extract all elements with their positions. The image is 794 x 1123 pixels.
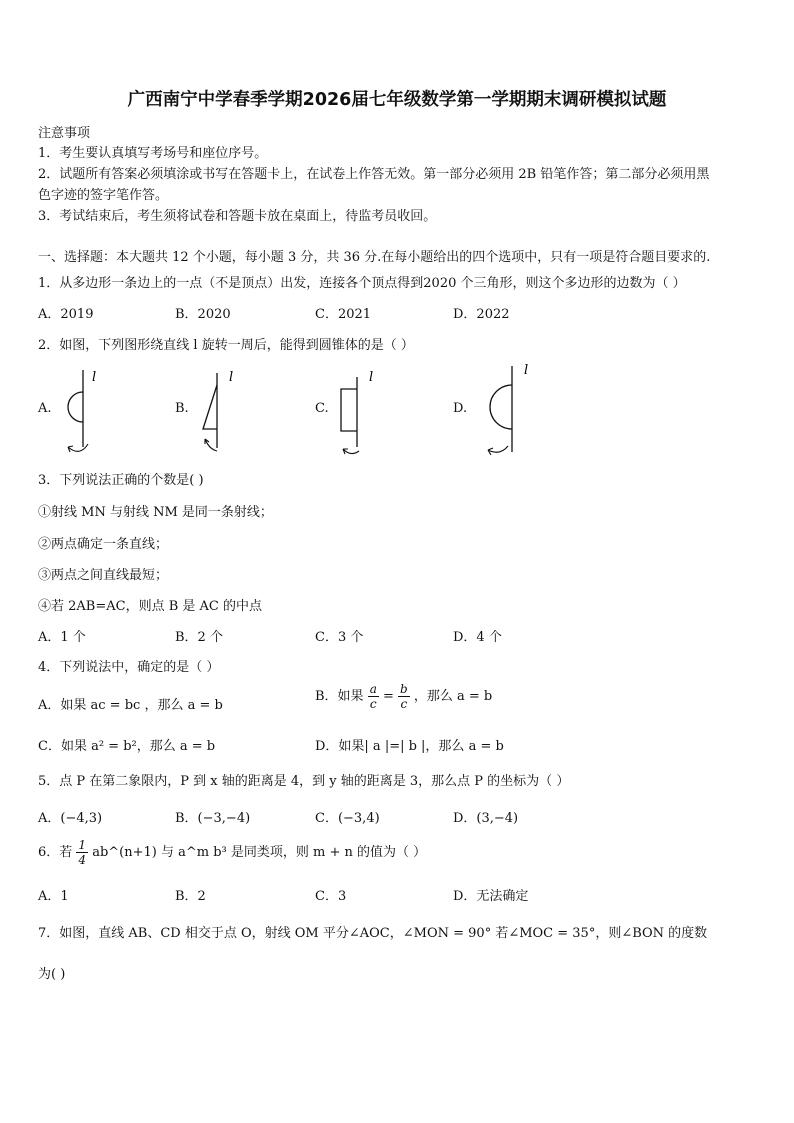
q3-option-c: C．3 个 — [315, 630, 364, 645]
question-5-stem: 5．点 P 在第二象限内，P 到 x 轴的距离是 4，到 y 轴的距离是 3，那么点 P 的坐标为（ ） — [38, 774, 570, 789]
notice-heading: 注意事项 — [38, 126, 91, 141]
q4-option-b: B．如果 $\frac{a}{c}$ = $\frac{b}{c}$ ，那么 a = b — [315, 682, 493, 711]
notice-item: 2．试题所有答案必须填涂或书写在答题卡上，在试卷上作答无效。第一部分必须用 2B 铅笔作答；第二部分必须用黑 — [38, 167, 710, 182]
page-title: 广西南宁中学春季学期2026届七年级数学第一学期期末调研模拟试题 — [127, 90, 667, 110]
q2-figure-d — [472, 360, 542, 460]
q3-statement: ④若 2AB=AC，则点 B 是 AC 的中点 — [38, 599, 262, 614]
question-7-stem: 7．如图，直线 AB、CD 相交于点 O，射线 OM 平分∠AOC，∠MON = 90° 若∠MOC = 35°，则∠BON 的度数 — [38, 926, 708, 941]
q1-option-c: C．2021 — [315, 307, 372, 322]
question-7-cont: 为( ) — [38, 967, 66, 982]
q3-option-d: D．4 个 — [453, 630, 502, 645]
q4-option-d: D．如果| a |=| b |，那么 a = b — [315, 739, 504, 754]
notice-item: 色字迹的签字笔作答。 — [38, 188, 169, 203]
q3-statement: ②两点确定一条直线； — [38, 537, 169, 552]
q2-label-d: D. — [453, 401, 468, 416]
q4-b-prefix: B．如果 — [315, 689, 364, 704]
q1-option-b: B．2020 — [175, 307, 231, 322]
q1-option-d: D．2022 — [453, 307, 510, 322]
q2-label-b: B. — [175, 401, 189, 416]
fraction: $\frac{1}{4}$ — [78, 838, 87, 867]
q2-label-a: A. — [38, 401, 52, 416]
q3-statement: ③两点之间直线最短； — [38, 568, 169, 583]
q3-statement: ①射线 MN 与射线 NM 是同一条射线； — [38, 505, 273, 520]
q2-label-c: C. — [315, 401, 329, 416]
question-3-stem: 3．下列说法正确的个数是( ) — [38, 473, 204, 488]
q2-figure-c — [335, 365, 385, 460]
question-2-stem: 2．如图，下列图形绕直线 l 旋转一周后，能得到圆锥体的是（ ） — [38, 338, 414, 353]
q4-option-a: A．如果 ac = bc ，那么 a = b — [38, 698, 223, 713]
q3-option-a: A．1 个 — [38, 630, 86, 645]
q6-option-a: A．1 — [38, 889, 69, 904]
notice-item: 1．考生要认真填写考场号和座位序号。 — [38, 146, 268, 161]
question-4-stem: 4．下列说法中，确定的是（ ） — [38, 660, 220, 675]
q2-figure-a — [58, 365, 108, 460]
q4-option-c: C．如果 a² = b²，那么 a = b — [38, 739, 216, 754]
q5-option-b: B．(−3,−4) — [175, 811, 251, 826]
q4-b-suffix: ，那么 a = b — [413, 689, 493, 704]
q2-figure-b — [195, 365, 245, 460]
q6-option-b: B．2 — [175, 889, 206, 904]
q5-option-d: D．(3,−4) — [453, 811, 519, 826]
q5-option-a: A．(−4,3) — [38, 811, 103, 826]
q6-option-c: C．3 — [315, 889, 347, 904]
axis-label-l: l — [229, 370, 234, 385]
axis-label-l: l — [92, 370, 97, 385]
section-heading: 一、选择题：本大题共 12 个小题，每小题 3 分，共 36 分.在每小题给出的四个选项中，只有一项是符合题目要求的. — [38, 250, 711, 265]
notice-item: 3．考试结束后，考生须将试卷和答题卡放在桌面上，待监考员收回。 — [38, 209, 437, 224]
fraction: $\frac{b}{c}$ — [400, 682, 408, 711]
q6-option-d: D．无法确定 — [453, 889, 529, 904]
q1-option-a: A．2019 — [38, 307, 94, 322]
q3-option-b: B．2 个 — [175, 630, 223, 645]
axis-label-l: l — [524, 363, 529, 378]
q5-option-c: C．(−3,4) — [315, 811, 380, 826]
axis-label-l: l — [369, 370, 374, 385]
question-6-stem: 6．若 $\frac{1}{4}$ ab^(n+1) 与 a^m b³ 是同类项，则 m + n 的值为（ ） — [38, 838, 427, 867]
fraction: $\frac{a}{c}$ — [369, 682, 377, 711]
question-1-stem: 1．从多边形一条边上的一点（不是顶点）出发，连接各个顶点得到2020 个三角形，则这个多边形的边数为（ ） — [38, 276, 686, 291]
